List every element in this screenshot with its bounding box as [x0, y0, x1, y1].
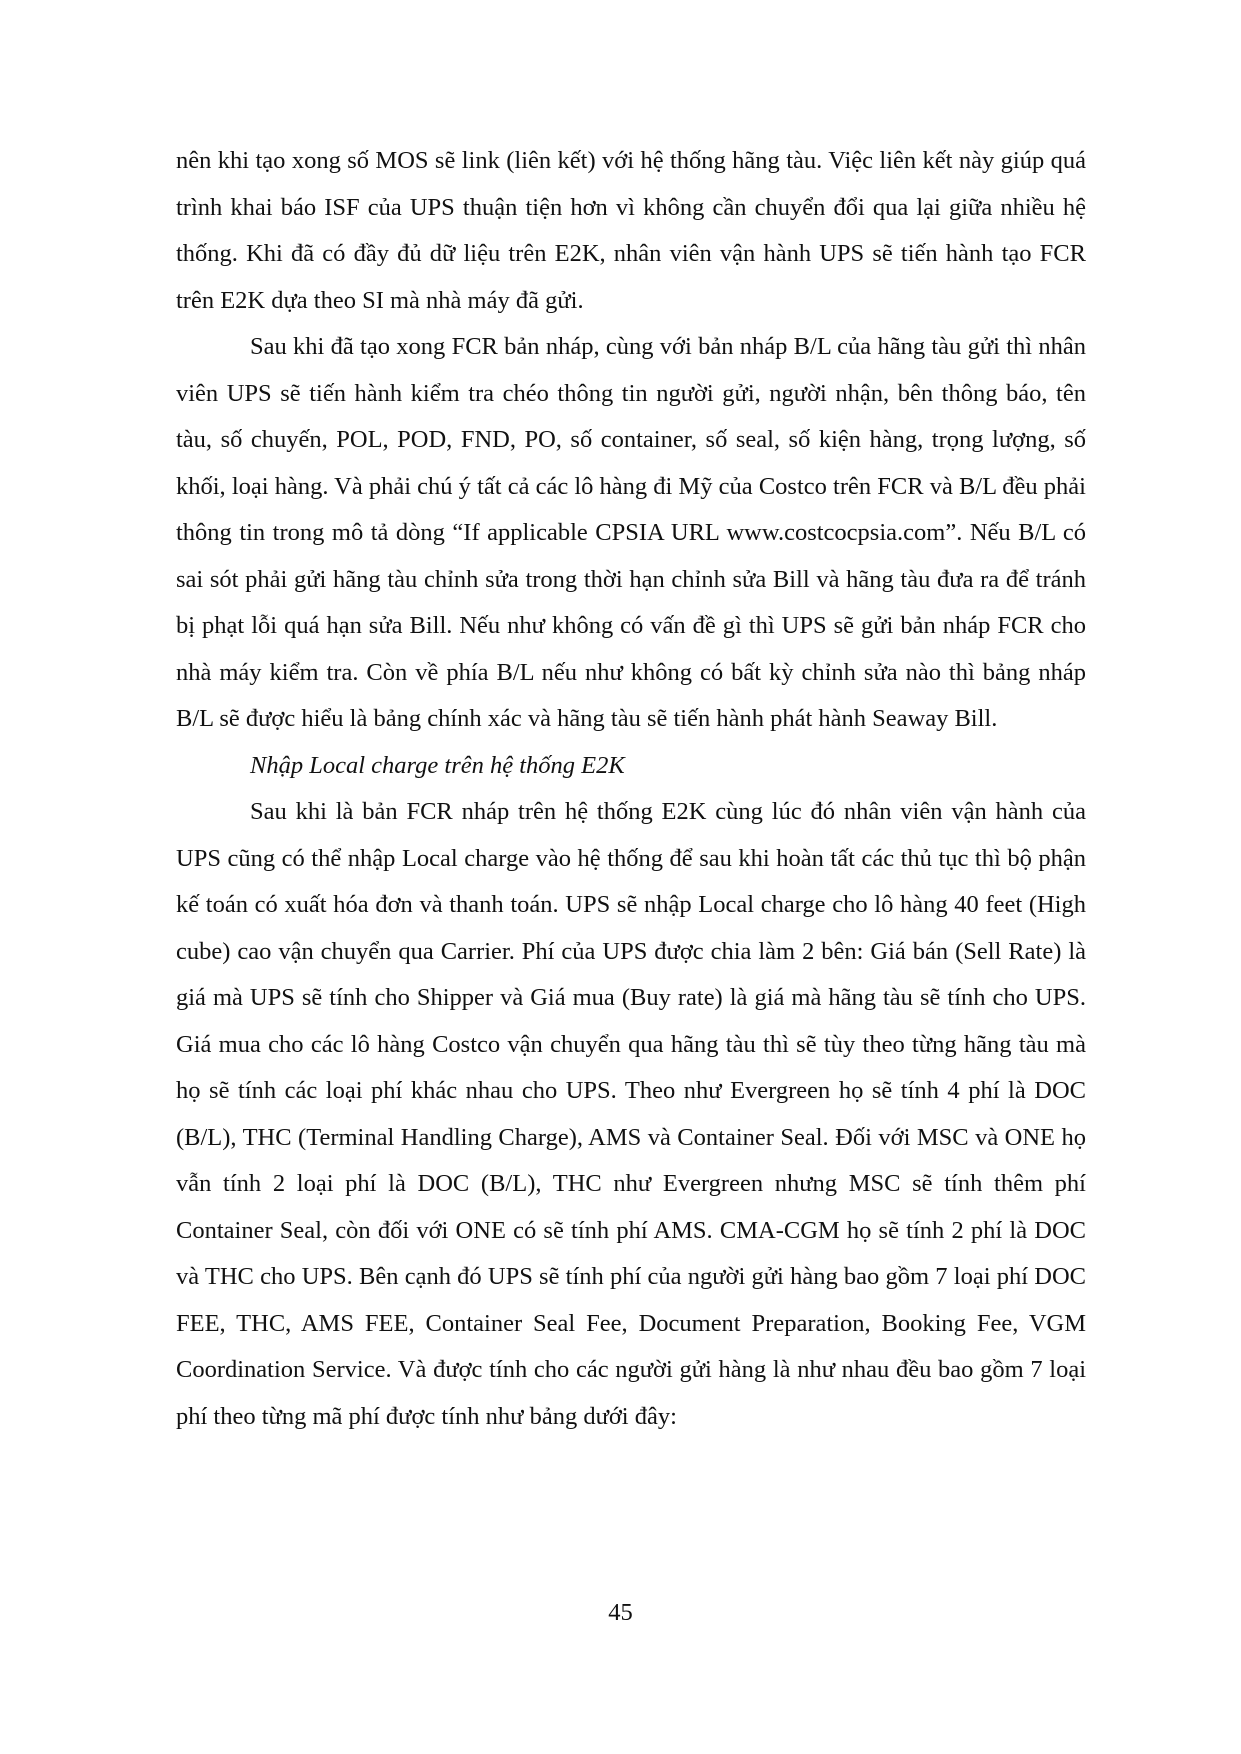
paragraph-crosscheck: Sau khi đã tạo xong FCR bản nháp, cùng với bản nháp B/L của hãng tàu gửi thì nhân viên UPS sẽ tiến hành kiểm tra chéo thông tin người gửi, người nhận, bên thông báo, tên tàu, số chuyến, POL, POD, FND, PO, số container, số seal, số kiện hàng, trọng lượng, số khối, loại hàng. Và phải chú ý tất cả các lô hàng đi Mỹ của Costco trên FCR và B/L đều phải thông tin trong mô tả dòng “If applicable CPSIA URL www.costcocpsia.com”. Nếu B/L có sai sót phải gửi hãng tàu chỉnh sửa trong thời hạn chỉnh sửa Bill và hãng tàu đưa ra để tránh bị phạt lỗi quá hạn sửa Bill. Nếu như không có vấn đề gì thì UPS sẽ gửi bản nháp FCR cho nhà máy kiểm tra. Còn về phía B/L nếu như không có bất kỳ chỉnh sửa nào thì bảng nháp B/L sẽ được hiểu là bảng chính xác và hãng tàu sẽ tiến hành phát hành Seaway Bill.: [176, 333, 1086, 732]
paragraph-local-charge: Sau khi là bản FCR nháp trên hệ thống E2K cùng lúc đó nhân viên vận hành của UPS cũng có thể nhập Local charge vào hệ thống để sau khi hoàn tất các thủ tục thì bộ phận kế toán có xuất hóa đơn và thanh toán. UPS sẽ nhập Local charge cho lô hàng 40 feet (High cube) cao vận chuyển qua Carrier. Phí của UPS được chia làm 2 bên: Giá bán (Sell Rate) là giá mà UPS sẽ tính cho Shipper và Giá mua (Buy rate) là giá mà hãng tàu sẽ tính cho UPS. Giá mua cho các lô hàng Costco vận chuyển qua hãng tàu thì sẽ tùy theo từng hãng tàu mà họ sẽ tính các loại phí khác nhau cho UPS. Theo như Evergreen họ sẽ tính 4 phí là DOC (B/L), THC (Terminal Handling Charge), AMS và Container Seal. Đối với MSC và ONE họ vẫn tính 2 loại phí là DOC (B/L), THC như Evergreen nhưng MSC sẽ tính thêm phí Container Seal, còn đối với ONE có sẽ tính phí AMS. CMA-CGM họ sẽ tính 2 phí là DOC và THC cho UPS. Bên cạnh đó UPS sẽ tính phí của người gửi hàng bao gồm 7 loại phí DOC FEE, THC, AMS FEE, Container Seal Fee, Document Preparation, Booking Fee, VGM Coordination Service. Và được tính cho các người gửi hàng là như nhau đều bao gồm 7 loại phí theo từng mã phí được tính như bảng dưới đây:: [176, 798, 1086, 1430]
body-text: [176, 138, 1086, 1440]
section-heading-local-charge: Nhập Local charge trên hệ thống E2K: [250, 751, 625, 779]
paragraph-continued: nên khi tạo xong số MOS sẽ link (liên kết) với hệ thống hãng tàu. Việc liên kết này giúp quá trình khai báo ISF của UPS thuận tiện hơn vì không cần chuyển đổi qua lại giữa nhiều hệ thống. Khi đã có đầy đủ dữ liệu trên E2K, nhân viên vận hành UPS sẽ tiến hành tạo FCR trên E2K dựa theo SI mà nhà máy đã gửi.: [176, 147, 1086, 314]
page-number: 45: [608, 1599, 633, 1626]
